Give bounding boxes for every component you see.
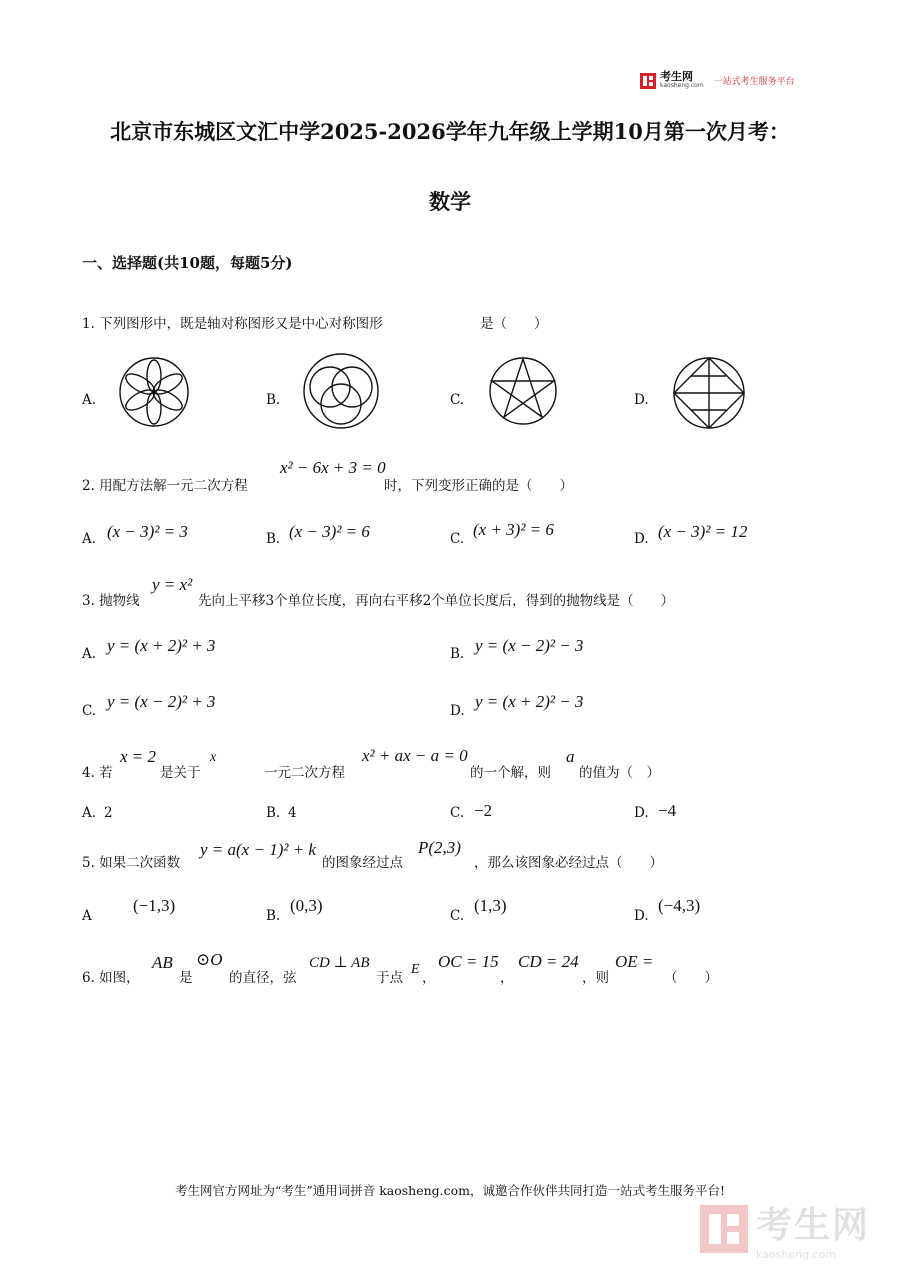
watermark [700,1197,870,1261]
q4-var-x: x [210,750,217,765]
q6-e: E [411,962,420,977]
q6-circle: ⊙O [196,950,223,969]
q5-option-b: (0,3) [290,896,323,915]
q4-label-b: B. [266,805,281,821]
watermark-logo-icon [700,1205,748,1253]
page-title: 北京市东城区文汇中学2025-2026学年九年级上学期10月第一次月考： [110,119,790,144]
q4-label-c: C. [450,805,465,821]
q6-comma2: ， [500,970,514,986]
header-logo [640,72,795,89]
q6-then: ，则 [582,970,609,986]
q4-mid2: 一元二次方程 [264,765,345,781]
q2-label-c: C. [450,531,465,547]
footer-note: 考生网官方网址为“考生”通用词拼音 kaosheng.com，诚邀合作伙伴共同打造一站式考生服务平台! [174,1183,726,1198]
q6-comma1: ， [422,970,436,986]
q3-post: 先向上平移3个单位长度，再向右平移2个单位长度后，得到的抛物线是（ ） [198,593,675,609]
q4-label-a: A. [82,805,97,821]
q6-oe: OE = [615,952,654,971]
q2-equation: x² − 6x + 3 = 0 [280,458,386,477]
q5-label-c: C. [450,908,465,924]
q2-label-d: D. [634,531,649,547]
q5-option-a: (−1,3) [133,896,176,915]
q2-option-a: (x − 3)² = 3 [107,522,188,541]
q3-option-c: y = (x − 2)² + 3 [107,692,216,711]
q5-label-d: D. [634,908,649,924]
q5-label-a: A [82,908,92,924]
q2-post: 时，下列变形正确的是（ ） [384,478,573,494]
q5-label-b: B. [266,908,281,924]
q3-option-b: y = (x − 2)² − 3 [475,636,584,655]
logo-name: 考生网 [660,70,693,83]
page-subtitle: 数学 [429,189,471,214]
q2-option-d: (x − 3)² = 12 [658,522,748,541]
q6-diam: 的直径，弦 [229,970,297,986]
q4-label-d: D. [634,805,649,821]
q6-perp: CD ⊥ AB [309,955,370,971]
q6-paren: （ ） [664,970,718,986]
q6-is: 是 [179,970,193,986]
q2-option-b: (x − 3)² = 6 [289,522,370,541]
q1-figure-b-circles [302,352,380,430]
watermark-name: 考生网 [755,1205,870,1246]
logo-domain: kaosheng.com [660,82,704,89]
q4-eq1: x = 2 [120,747,157,766]
q1-figure-c-star [488,356,558,426]
q2-label-a: A. [82,531,97,547]
q1-figure-d-square [672,356,746,430]
q1-label-c: C. [450,392,465,408]
q1-figure-a-flower [118,356,190,428]
q3-option-d: y = (x + 2)² − 3 [475,692,584,711]
q4-option-a: 2 [104,805,113,821]
q5-mid: 的图象经过点 [322,855,403,871]
q6-oc: OC = 15 [438,952,499,971]
kaosheng-logo-icon [640,73,656,89]
q4-option-c: −2 [474,801,493,820]
q5-post: ，那么该图象必经过点（ ） [474,855,663,871]
q2-pre: 2. 用配方法解一元二次方程 [82,478,248,494]
q4-option-b: 4 [288,805,297,821]
q2-option-c: (x + 3)² = 6 [473,520,554,539]
q4-var-a: a [566,747,575,766]
q1-label-d: D. [634,392,649,408]
q3-option-a: y = (x + 2)² + 3 [107,636,216,655]
q3-label-b: B. [450,646,465,662]
q4-mid1: 是关于 [160,765,201,781]
q2-label-b: B. [266,531,281,547]
q4-pre: 4. 若 [82,765,113,781]
q4-post: 的值为（ ） [579,765,660,781]
q4-option-d: −4 [658,801,677,820]
q3-label-d: D. [450,703,465,719]
logo-slogan: 一站式考生服务平台 [713,77,795,87]
q4-eq2: x² + ax − a = 0 [362,746,468,765]
q5-equation: y = a(x − 1)² + k [200,840,316,859]
q1-label-b: B. [266,392,281,408]
q4-mid3: 的一个解，则 [470,765,551,781]
watermark-domain: kaosheng.com [755,1248,837,1261]
q3-label-c: C. [82,703,97,719]
q5-option-d: (−4,3) [658,896,701,915]
q3-pre: 3. 抛物线 [82,593,140,609]
q5-point: P(2,3) [418,838,461,857]
section-heading: 一、选择题(共10题，每题5分) [82,254,293,272]
q6-cd: CD = 24 [518,952,579,971]
q3-label-a: A. [82,646,97,662]
q5-option-c: (1,3) [474,896,507,915]
q6-at: 于点 [376,970,403,986]
q5-pre: 5. 如果二次函数 [82,855,181,871]
q6-ab: AB [152,953,173,972]
q3-equation: y = x² [152,575,193,594]
q6-pre: 6. 如图， [82,970,140,986]
q1-label-a: A. [82,392,97,408]
q1-tail: 是（ ） [480,316,548,332]
q1-stem: 1. 下列图形中，既是轴对称图形又是中心对称图形 [82,316,383,332]
